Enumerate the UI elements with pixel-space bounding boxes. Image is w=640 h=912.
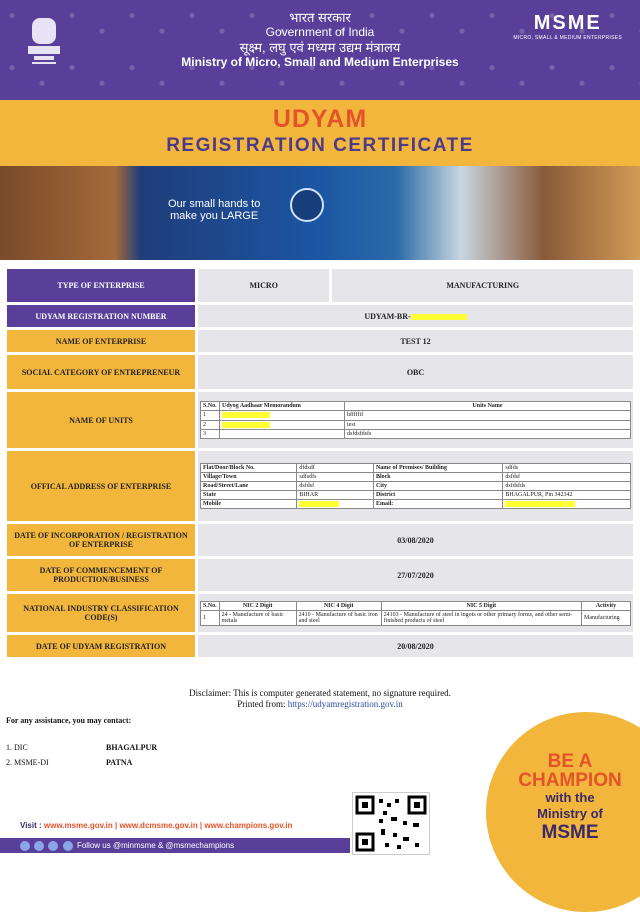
- champion-line-2: CHAMPION: [518, 770, 622, 791]
- social-label: SOCIAL CATEGORY OF ENTREPRENEUR: [7, 355, 195, 389]
- units-header: Units Name: [345, 402, 631, 411]
- units-table: [200, 401, 631, 439]
- name-label: NAME OF ENTERPRISE: [7, 330, 195, 352]
- title-udyam: UDYAM: [272, 105, 368, 133]
- reg-date-value: 20/08/2020: [198, 635, 633, 657]
- units-cell-uam: [220, 429, 345, 438]
- urn-value-cell: [198, 305, 633, 327]
- redacted-highlight: [299, 501, 339, 507]
- header-band: [0, 0, 640, 100]
- nic-cell-activity: Manufacturing: [582, 610, 631, 625]
- address-key: Village/Town: [201, 472, 297, 481]
- ministry-english: Ministry of Micro, Small and Medium Enterprises: [181, 55, 459, 69]
- gov-english: Government of India: [265, 25, 375, 39]
- address-value: sdfsdfs: [297, 472, 374, 481]
- contact-value: BHAGALPUR: [106, 743, 158, 752]
- udyam-portal-link[interactable]: https://udyamregistration.gov.in: [287, 699, 403, 709]
- redacted-highlight: [222, 412, 270, 418]
- units-row: [201, 411, 631, 420]
- address-row: [201, 481, 631, 490]
- address-key: Road/Street/Lane: [201, 481, 297, 490]
- units-cell-sno: 1: [201, 411, 220, 420]
- urn-label: UDYAM REGISTRATION NUMBER: [7, 305, 195, 327]
- units-cell-uam: [220, 420, 345, 429]
- units-cell-sno: 2: [201, 420, 220, 429]
- row-incorporation: [7, 524, 633, 556]
- units-row: [201, 420, 631, 429]
- msme-logo-text: MSME: [533, 12, 602, 34]
- address-value: BHAGALPUR, Pin 342342: [503, 490, 631, 499]
- contact-item: [6, 740, 206, 755]
- qr-code-icon: [352, 792, 430, 855]
- nic-header: NIC 4 Digit: [296, 601, 381, 610]
- nic-header: S.No.: [201, 601, 220, 610]
- champion-line-5: MSME: [541, 822, 599, 843]
- visit-urls[interactable]: www.msme.gov.in | www.dcmsme.gov.in | www.champions.gov.in: [43, 821, 293, 830]
- printed-from-label: Printed from: [237, 699, 284, 709]
- instagram-icon[interactable]: [48, 841, 58, 851]
- certificate-table: [4, 266, 636, 660]
- incorp-label: DATE OF INCORPORATION / REGISTRATION OF ENTERPRISE: [7, 524, 195, 556]
- units-cell-name: test: [345, 420, 631, 429]
- nic-cell-2digit: 24 - Manufacture of basic metals: [219, 610, 296, 625]
- title-certificate: REGISTRATION CERTIFICATE: [166, 135, 474, 156]
- social-footer: [0, 838, 350, 853]
- commence-value: 27/07/2020: [198, 559, 633, 591]
- address-value: dsfdsf: [503, 472, 631, 481]
- address-value: dsfdsfds: [503, 481, 631, 490]
- address-value: [503, 499, 631, 508]
- units-row: [201, 429, 631, 438]
- address-key: City: [373, 481, 502, 490]
- address-row: [201, 463, 631, 472]
- social-value: OBC: [198, 355, 633, 389]
- disclaimer: [0, 688, 640, 710]
- youtube-icon[interactable]: [63, 841, 73, 851]
- address-row: [201, 490, 631, 499]
- address-key: State: [201, 490, 297, 499]
- units-cell: [198, 392, 633, 448]
- footer-text: Follow us @minmsme & @msmechampions: [76, 841, 235, 850]
- champion-badge: [505, 752, 635, 843]
- title-bar: [0, 100, 640, 166]
- nic-row: [201, 610, 631, 625]
- msme-logo-subtext: MICRO, SMALL & MEDIUM ENTERPRISES: [513, 35, 622, 41]
- units-cell-sno: 3: [201, 429, 220, 438]
- commence-label: DATE OF COMMENCEMENT OF PRODUCTION/BUSINESS: [7, 559, 195, 591]
- type-value-2: MANUFACTURING: [332, 269, 633, 302]
- units-header: S.No.: [201, 402, 220, 411]
- contact-key: 1. DIC: [6, 743, 28, 752]
- type-label: TYPE OF ENTERPRISE: [7, 269, 195, 302]
- champion-line-3: with the: [545, 790, 595, 805]
- banner-tagline: [168, 198, 260, 222]
- gov-hindi: भारत सरकार: [289, 10, 351, 25]
- units-cell-uam: [220, 411, 345, 420]
- address-row: [201, 499, 631, 508]
- row-urn: [7, 305, 633, 327]
- contact-list: [6, 740, 206, 770]
- banner-tagline-2: make you LARGE: [170, 210, 259, 222]
- twitter-icon[interactable]: [34, 841, 44, 851]
- address-key: Mobile: [201, 499, 297, 508]
- row-name: [7, 330, 633, 352]
- row-nic: [7, 594, 633, 632]
- champion-line-1: BE A: [547, 751, 593, 772]
- name-value: TEST 12: [198, 330, 633, 352]
- assistance-heading: For any assistance, you may contact:: [6, 716, 132, 725]
- address-table: [200, 463, 631, 509]
- nic-header: NIC 5 Digit: [381, 601, 581, 610]
- address-key: Email:: [373, 499, 502, 508]
- row-address: [7, 451, 633, 521]
- units-cell-name: dsfdsfdsfs: [345, 429, 631, 438]
- photo-banner: [0, 166, 640, 260]
- facebook-icon[interactable]: [20, 841, 30, 851]
- urn-value: UDYAM-BR-: [364, 311, 411, 321]
- address-key: Name of Premises/ Building: [373, 463, 502, 472]
- contact-item: [6, 755, 206, 770]
- row-social: [7, 355, 633, 389]
- contact-key: 2. MSME-DI: [6, 758, 49, 767]
- reg-date-label: DATE OF UDYAM REGISTRATION: [7, 635, 195, 657]
- address-label: OFFICAL ADDRESS OF ENTERPRISE: [7, 451, 195, 521]
- nic-header: NIC 2 Digit: [219, 601, 296, 610]
- address-value: BIHAR: [297, 490, 374, 499]
- address-value: [297, 499, 374, 508]
- disclaimer-text: Disclaimer: This is computer generated statement, no signature required.: [189, 688, 451, 698]
- nic-cell-4digit: 2410 - Manufacture of basic iron and steel: [296, 610, 381, 625]
- redacted-highlight: [411, 314, 467, 320]
- address-key: Block: [373, 472, 502, 481]
- redacted-highlight: [222, 422, 270, 428]
- units-header: Udyog Aadhaar Memorandum: [220, 402, 345, 411]
- nic-label: NATIONAL INDUSTRY CLASSIFICATION CODE(S): [7, 594, 195, 632]
- champion-line-4: Ministry of: [537, 806, 603, 821]
- nic-cell: [198, 594, 633, 632]
- address-key: District: [373, 490, 502, 499]
- udyam-disc-icon: [290, 188, 324, 222]
- redacted-highlight: [505, 501, 575, 507]
- address-row: [201, 472, 631, 481]
- address-value: sdfds: [503, 463, 631, 472]
- msme-logo: [513, 12, 622, 41]
- visit-label: Visit :: [20, 821, 42, 830]
- row-reg-date: [7, 635, 633, 657]
- units-label: NAME OF UNITS: [7, 392, 195, 448]
- nic-cell-sno: 1: [201, 610, 220, 625]
- visit-links: [20, 821, 292, 830]
- row-type: [7, 269, 633, 302]
- row-units: [7, 392, 633, 448]
- address-value: dfdsdf: [297, 463, 374, 472]
- printed-from-line: Printed from: https://udyamregistration.gov.in: [237, 699, 403, 709]
- banner-tagline-1: Our small hands to: [168, 198, 261, 210]
- address-key: Flat/Door/Block No.: [201, 463, 297, 472]
- nic-table: [200, 601, 631, 626]
- nic-header: Activity: [582, 601, 631, 610]
- address-cell: [198, 451, 633, 521]
- type-value-1: MICRO: [198, 269, 329, 302]
- ministry-hindi: सूक्ष्म, लघु एवं मध्यम उद्यम मंत्रालय: [239, 40, 401, 55]
- contact-value: PATNA: [106, 758, 133, 767]
- units-cell-name: hfffffif: [345, 411, 631, 420]
- incorp-value: 03/08/2020: [198, 524, 633, 556]
- nic-cell-5digit: 24103 - Manufacture of steel in ingots or other primary forms, and other semi-finished products of steel: [381, 610, 581, 625]
- row-commencement: [7, 559, 633, 591]
- address-value: dsfdsf: [297, 481, 374, 490]
